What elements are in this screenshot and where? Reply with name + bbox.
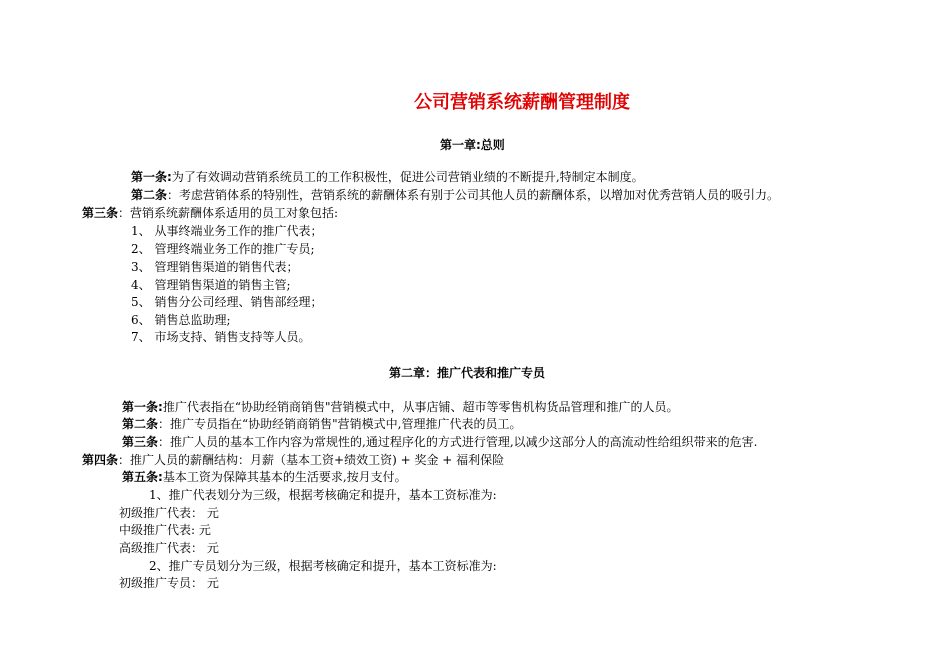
article-text: ：推广人员的基本工作内容为常规性的,通过程序化的方式进行管理,以减少这部分人的高流动性给组织带来的危害. bbox=[158, 435, 758, 449]
article-text: ：推广专员指在“协助经销商销售"营销模式中,管理推广代表的员工。 bbox=[158, 417, 522, 431]
list-item: 4、 管理销售渠道的销售主管; bbox=[131, 278, 291, 292]
chapter-2-article-5 bbox=[122, 469, 407, 485]
chapter-1-article-2 bbox=[131, 187, 779, 203]
level-row: 初级推广专员： 元 bbox=[119, 576, 219, 590]
chapter-1-heading: 第一章:总则 bbox=[440, 138, 505, 152]
article-label: 第三条 bbox=[122, 435, 159, 449]
article-label: 第一条: bbox=[131, 170, 172, 184]
level-row: 中级推广代表: 元 bbox=[119, 523, 211, 537]
sub-clause: 1、推广代表划分为三级，根据考核确定和提升，基本工资标准为: bbox=[149, 488, 497, 502]
sub-clause: 2、推广专员划分为三级，根据考核确定和提升，基本工资标准为: bbox=[149, 559, 497, 573]
document-title: 公司营销系统薪酬管理制度 bbox=[414, 92, 630, 113]
article-text: 基本工资为保障其基本的生活要求,按月支付。 bbox=[162, 470, 407, 484]
article-label: 第一条: bbox=[122, 400, 163, 414]
list-item: 3、 管理销售渠道的销售代表； bbox=[131, 260, 299, 274]
article-text: 为了有效调动营销系统员工的工作积极性，促进公司营销业绩的不断提升,特制定本制度。 bbox=[171, 170, 644, 184]
article-label: 第二条 bbox=[131, 188, 168, 202]
level-row: 高级推广代表： 元 bbox=[119, 541, 219, 555]
chapter-2-article-1 bbox=[122, 399, 678, 415]
list-item: 5、 销售分公司经理、销售部经理； bbox=[131, 295, 323, 309]
list-item: 6、 销售总监助理; bbox=[131, 313, 231, 327]
chapter-2-article-4 bbox=[82, 452, 504, 468]
article-text: ：考虑营销体系的特别性，营销系统的薪酬体系有别于公司其他人员的薪酬体系，以增加对优秀营销人员的吸引力。 bbox=[167, 188, 780, 202]
list-item: 2、 管理终端业务工作的推广专员; bbox=[131, 242, 315, 256]
article-label: 第二条 bbox=[122, 417, 159, 431]
article-label: 第三条 bbox=[82, 206, 119, 220]
level-row: 初级推广代表： 元 bbox=[119, 506, 219, 520]
article-text: ：推广人员的薪酬结构：月薪（基本工资+绩效工资) + 奖金 + 福利保险 bbox=[118, 453, 505, 467]
article-label: 第四条 bbox=[82, 453, 119, 467]
chapter-2-article-2 bbox=[122, 416, 522, 432]
chapter-2-heading: 第二章：推广代表和推广专员 bbox=[389, 366, 546, 380]
list-item: 1、 从事终端业务工作的推广代表； bbox=[131, 224, 323, 238]
list-item: 7、 市场支持、销售支持等人员。 bbox=[131, 330, 311, 344]
chapter-2-article-3 bbox=[122, 434, 757, 450]
chapter-1-article-3 bbox=[82, 205, 338, 221]
article-label: 第五条: bbox=[122, 470, 163, 484]
article-text: 推广代表指在“协助经销商销售"营销模式中，从事店铺、超市等零售机构货品管理和推广的人员。 bbox=[162, 400, 679, 414]
article-text: ：营销系统薪酬体系适用的员工对象包括: bbox=[118, 206, 339, 220]
chapter-1-article-1 bbox=[131, 169, 644, 185]
